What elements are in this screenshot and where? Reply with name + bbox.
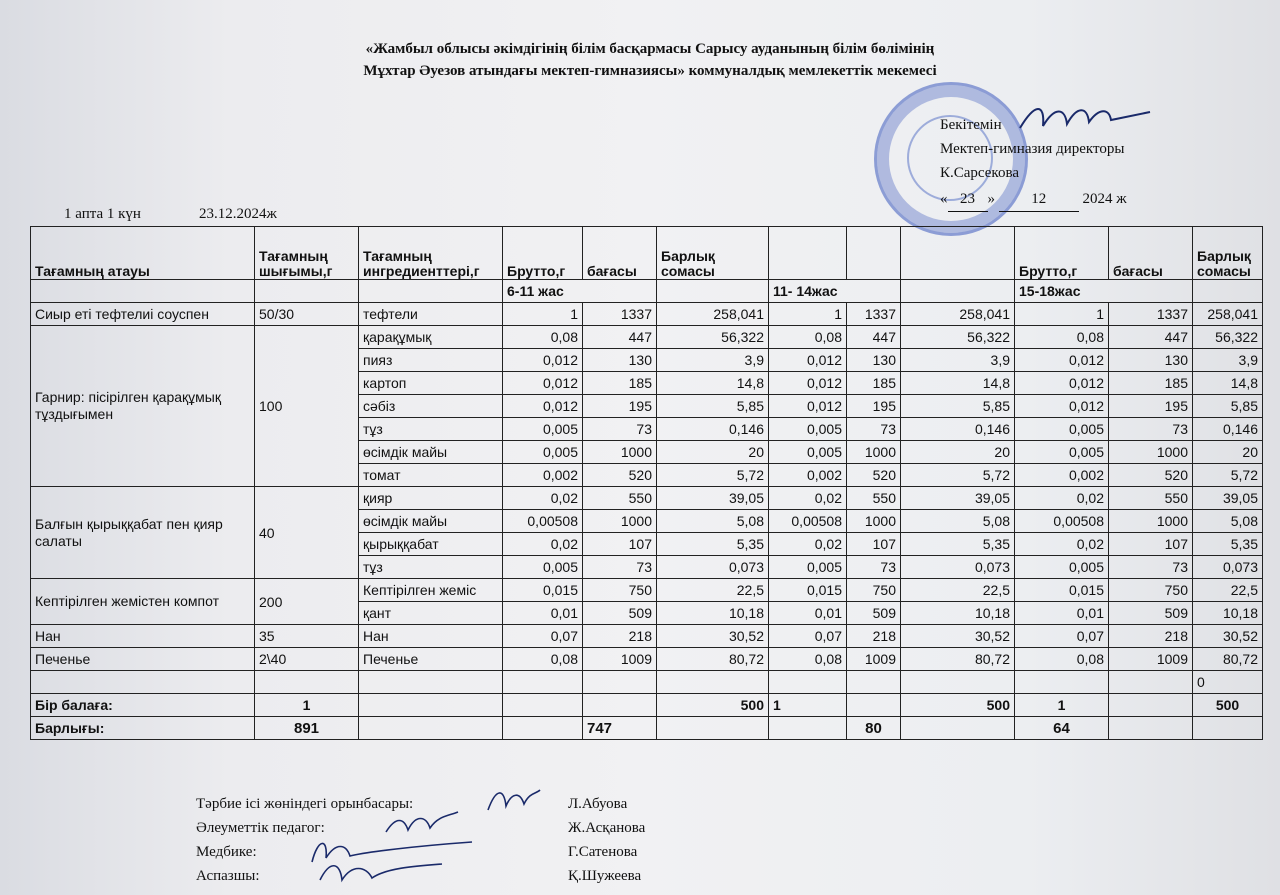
- table-cell: 0,01: [1015, 602, 1109, 625]
- table-cell: 0,015: [503, 579, 583, 602]
- header-total-3: Барлық сомасы: [1193, 227, 1263, 280]
- ingredient-name: Нан: [359, 625, 503, 648]
- table-cell: 0,08: [769, 648, 847, 671]
- table-cell: 447: [583, 326, 657, 349]
- table-cell: 5,85: [657, 395, 769, 418]
- age-group-2: 11- 14жас: [769, 280, 901, 303]
- table-cell: 30,52: [657, 625, 769, 648]
- ingredient-name: қырыққабат: [359, 533, 503, 556]
- approval-year: 2024 ж: [1082, 191, 1127, 207]
- table-cell: 56,322: [657, 326, 769, 349]
- table-cell: 73: [583, 418, 657, 441]
- age-group-row: [31, 280, 1263, 303]
- dish-name: Нан: [31, 625, 255, 648]
- table-cell: 5,72: [657, 464, 769, 487]
- table-cell: 14,8: [1193, 372, 1263, 395]
- table-cell: 1337: [1109, 303, 1193, 326]
- table-cell: 56,322: [1193, 326, 1263, 349]
- table-row: [31, 303, 1263, 326]
- table-cell: 0,012: [769, 395, 847, 418]
- header-name: Тағамның атауы: [31, 227, 255, 280]
- table-cell: 0,08: [503, 648, 583, 671]
- table-cell: 80,72: [657, 648, 769, 671]
- table-cell: 550: [847, 487, 901, 510]
- table-cell: 550: [1109, 487, 1193, 510]
- table-cell: 80,72: [901, 648, 1015, 671]
- table-cell: 185: [1109, 372, 1193, 395]
- table-cell: 195: [1109, 395, 1193, 418]
- dish-yield: 100: [255, 326, 359, 487]
- per-child-row: Бір балаға: 1 500 1 500 1 500: [31, 694, 1263, 717]
- table-cell: 258,041: [657, 303, 769, 326]
- dish-name: Сиыр еті тефтелиі соуспен: [31, 303, 255, 326]
- signature-row: Медбике: Г.Сатенова: [196, 840, 476, 864]
- ingredient-name: картоп: [359, 372, 503, 395]
- table-cell: 73: [847, 418, 901, 441]
- table-row: [31, 487, 1263, 510]
- table-cell: 30,52: [901, 625, 1015, 648]
- week-day-label: 1 апта 1 күн 23.12.2024ж: [64, 206, 277, 222]
- dish-name: Балғын қырыққабат пен қияр салаты: [31, 487, 255, 579]
- dish-yield: 2\40: [255, 648, 359, 671]
- table-cell: 0,02: [1015, 487, 1109, 510]
- table-cell: 0,012: [769, 372, 847, 395]
- table-cell: 0,073: [657, 556, 769, 579]
- approval-month: 12: [999, 187, 1079, 212]
- table-cell: 10,18: [901, 602, 1015, 625]
- table-cell: 520: [1109, 464, 1193, 487]
- table-cell: 509: [847, 602, 901, 625]
- table-cell: 73: [1109, 418, 1193, 441]
- approval-date: « 23 » 12 2024 ж: [940, 187, 1127, 212]
- table-cell: 39,05: [1193, 487, 1263, 510]
- table-cell: 0,012: [503, 349, 583, 372]
- table-cell: 0,012: [503, 395, 583, 418]
- table-cell: 750: [1109, 579, 1193, 602]
- table-cell: 30,52: [1193, 625, 1263, 648]
- table-cell: 39,05: [901, 487, 1015, 510]
- table-cell: 0,012: [1015, 395, 1109, 418]
- ingredient-name: Печенье: [359, 648, 503, 671]
- table-cell: 447: [847, 326, 901, 349]
- table-cell: 195: [847, 395, 901, 418]
- table-cell: 1009: [583, 648, 657, 671]
- blank-row: [31, 671, 1263, 694]
- table-cell: 5,35: [901, 533, 1015, 556]
- table-cell: 20: [657, 441, 769, 464]
- dish-yield: 40: [255, 487, 359, 579]
- table-cell: 0,07: [769, 625, 847, 648]
- per-child-label: Бір балаға:: [31, 694, 255, 717]
- approval-day: 23: [948, 187, 988, 212]
- header-ingredients: Тағамның ингредиенттері,г: [359, 227, 503, 280]
- table-cell: 0,005: [1015, 441, 1109, 464]
- table-cell: 0,02: [769, 533, 847, 556]
- table-cell: 5,85: [1193, 395, 1263, 418]
- table-header-row: [31, 227, 1263, 280]
- header-brutto: Брутто,г: [503, 227, 583, 280]
- signature-row: Тәрбие ісі жөніндегі орынбасары: Л.Абуова: [196, 792, 476, 816]
- signature-row: Әлеуметтік педагог: Ж.Асқанова: [196, 816, 476, 840]
- ingredient-name: пияз: [359, 349, 503, 372]
- dish-yield: 35: [255, 625, 359, 648]
- table-cell: 3,9: [1193, 349, 1263, 372]
- dish-yield: 50/30: [255, 303, 359, 326]
- approval-block: [940, 113, 1127, 212]
- table-cell: 447: [1109, 326, 1193, 349]
- table-cell: 1000: [847, 441, 901, 464]
- table-cell: 0,07: [503, 625, 583, 648]
- institution-title: [230, 38, 1070, 82]
- table-cell: 0,015: [1015, 579, 1109, 602]
- table-cell: 0,146: [657, 418, 769, 441]
- table-cell: 1000: [1109, 441, 1193, 464]
- table-cell: 0,015: [769, 579, 847, 602]
- total-label: Барлығы:: [31, 717, 255, 740]
- table-cell: 5,08: [901, 510, 1015, 533]
- table-cell: 0,005: [503, 441, 583, 464]
- table-cell: 5,08: [1193, 510, 1263, 533]
- table-cell: 0,002: [1015, 464, 1109, 487]
- table-cell: 39,05: [657, 487, 769, 510]
- table-cell: 130: [847, 349, 901, 372]
- table-cell: 1000: [583, 510, 657, 533]
- table-cell: 22,5: [1193, 579, 1263, 602]
- ingredient-name: қияр: [359, 487, 503, 510]
- table-cell: 0,00508: [1015, 510, 1109, 533]
- table-cell: 0,146: [901, 418, 1015, 441]
- table-cell: 0,02: [1015, 533, 1109, 556]
- table-cell: 0,01: [769, 602, 847, 625]
- table-cell: 185: [847, 372, 901, 395]
- ingredient-name: өсімдік майы: [359, 510, 503, 533]
- dish-name: Печенье: [31, 648, 255, 671]
- table-cell: 1: [503, 303, 583, 326]
- table-cell: 1337: [583, 303, 657, 326]
- ingredient-name: Кептірілген жеміс: [359, 579, 503, 602]
- table-row: [31, 326, 1263, 349]
- table-row: [31, 625, 1263, 648]
- header-yield: Тағамның шығымы,г: [255, 227, 359, 280]
- director-name: К.Сарсекова: [940, 165, 1019, 181]
- table-cell: 73: [847, 556, 901, 579]
- table-cell: 520: [847, 464, 901, 487]
- table-cell: 0,073: [1193, 556, 1263, 579]
- ingredient-name: қант: [359, 602, 503, 625]
- table-cell: 0,005: [503, 418, 583, 441]
- table-cell: 1000: [1109, 510, 1193, 533]
- table-row: [31, 648, 1263, 671]
- table-cell: 56,322: [901, 326, 1015, 349]
- table-cell: 0,07: [1015, 625, 1109, 648]
- table-cell: 218: [847, 625, 901, 648]
- table-cell: 1: [769, 303, 847, 326]
- table-cell: 5,85: [901, 395, 1015, 418]
- table-cell: 20: [1193, 441, 1263, 464]
- ingredient-name: сәбіз: [359, 395, 503, 418]
- dish-name: Кептірілген жемістен компот: [31, 579, 255, 625]
- age-group-3: 15-18жас: [1015, 280, 1193, 303]
- table-cell: 0,073: [901, 556, 1015, 579]
- table-cell: 130: [583, 349, 657, 372]
- age-group-1: 6-11 жас: [503, 280, 657, 303]
- table-cell: 5,35: [1193, 533, 1263, 556]
- dish-yield: 200: [255, 579, 359, 625]
- header-brutto-3: Брутто,г: [1015, 227, 1109, 280]
- table-cell: 1000: [583, 441, 657, 464]
- header-price-3: бағасы: [1109, 227, 1193, 280]
- table-cell: 0,01: [503, 602, 583, 625]
- header-total: Барлық сомасы: [657, 227, 769, 280]
- signatures-block: [196, 792, 646, 888]
- table-cell: 0,005: [769, 418, 847, 441]
- table-row: [31, 579, 1263, 602]
- table-cell: 5,72: [901, 464, 1015, 487]
- signature-row: Аспазшы: Қ.Шужеева: [196, 864, 476, 888]
- ingredient-name: тұз: [359, 556, 503, 579]
- table-cell: 509: [583, 602, 657, 625]
- ingredient-name: өсімдік майы: [359, 441, 503, 464]
- table-cell: 0,02: [503, 533, 583, 556]
- table-cell: 107: [847, 533, 901, 556]
- table-cell: 14,8: [901, 372, 1015, 395]
- ingredient-name: қарақұмық: [359, 326, 503, 349]
- table-cell: 0,012: [503, 372, 583, 395]
- total-row: Барлығы: 891 747 80 64: [31, 717, 1263, 740]
- approval-heading: Бекітемін: [940, 117, 1002, 133]
- table-cell: 0,08: [503, 326, 583, 349]
- table-cell: 0,00508: [769, 510, 847, 533]
- table-cell: 22,5: [657, 579, 769, 602]
- table-cell: 195: [583, 395, 657, 418]
- ingredient-name: тефтели: [359, 303, 503, 326]
- table-cell: 22,5: [901, 579, 1015, 602]
- table-cell: 0,005: [1015, 418, 1109, 441]
- table-cell: 14,8: [657, 372, 769, 395]
- table-cell: 107: [1109, 533, 1193, 556]
- table-cell: 0,08: [1015, 648, 1109, 671]
- table-cell: 750: [583, 579, 657, 602]
- table-cell: 0,005: [503, 556, 583, 579]
- table-cell: 509: [1109, 602, 1193, 625]
- ingredient-name: тұз: [359, 418, 503, 441]
- table-cell: 0,02: [769, 487, 847, 510]
- table-cell: 0,146: [1193, 418, 1263, 441]
- table-cell: 750: [847, 579, 901, 602]
- table-cell: 1000: [847, 510, 901, 533]
- dish-name: Гарнир: пісірілген қарақұмық тұздығымен: [31, 326, 255, 487]
- table-cell: 10,18: [1193, 602, 1263, 625]
- title-line-2: Мұхтар Әуезов атындағы мектеп-гимназиясы» коммуналдық мемлекеттік мекемесі: [363, 63, 937, 79]
- table-cell: 0,005: [1015, 556, 1109, 579]
- menu-table: [30, 226, 1263, 740]
- table-cell: 73: [1109, 556, 1193, 579]
- menu-date: 23.12.2024ж: [198, 206, 277, 222]
- table-cell: 20: [901, 441, 1015, 464]
- table-cell: 73: [583, 556, 657, 579]
- table-cell: 1: [1015, 303, 1109, 326]
- blank-row-value: 0: [1193, 671, 1263, 694]
- table-cell: 258,041: [1193, 303, 1263, 326]
- table-cell: 5,08: [657, 510, 769, 533]
- table-cell: 218: [583, 625, 657, 648]
- table-cell: 0,002: [769, 464, 847, 487]
- table-cell: 3,9: [657, 349, 769, 372]
- signature-mark: [484, 786, 544, 816]
- table-cell: 0,002: [503, 464, 583, 487]
- table-cell: 0,08: [1015, 326, 1109, 349]
- table-cell: 1009: [1109, 648, 1193, 671]
- table-cell: 0,08: [769, 326, 847, 349]
- table-cell: 107: [583, 533, 657, 556]
- table-cell: 5,35: [657, 533, 769, 556]
- table-cell: 0,012: [769, 349, 847, 372]
- table-cell: 0,012: [1015, 349, 1109, 372]
- table-cell: 10,18: [657, 602, 769, 625]
- table-cell: 218: [1109, 625, 1193, 648]
- table-cell: 258,041: [901, 303, 1015, 326]
- table-cell: 0,02: [503, 487, 583, 510]
- table-cell: 130: [1109, 349, 1193, 372]
- table-cell: 80,72: [1193, 648, 1263, 671]
- table-cell: 520: [583, 464, 657, 487]
- table-cell: 0,005: [769, 556, 847, 579]
- signature-mark: [316, 858, 446, 888]
- table-cell: 3,9: [901, 349, 1015, 372]
- table-cell: 550: [583, 487, 657, 510]
- director-position: Мектеп-гимназия директоры: [940, 141, 1125, 157]
- table-cell: 0,012: [1015, 372, 1109, 395]
- table-cell: 185: [583, 372, 657, 395]
- ingredient-name: томат: [359, 464, 503, 487]
- table-cell: 5,72: [1193, 464, 1263, 487]
- header-price: бағасы: [583, 227, 657, 280]
- title-line-1: «Жамбыл облысы әкімдігінің білім басқармасы Сарысу ауданының білім бөлімінің: [365, 41, 935, 57]
- table-cell: 0,005: [769, 441, 847, 464]
- table-cell: 1009: [847, 648, 901, 671]
- table-cell: 0,00508: [503, 510, 583, 533]
- table-cell: 1337: [847, 303, 901, 326]
